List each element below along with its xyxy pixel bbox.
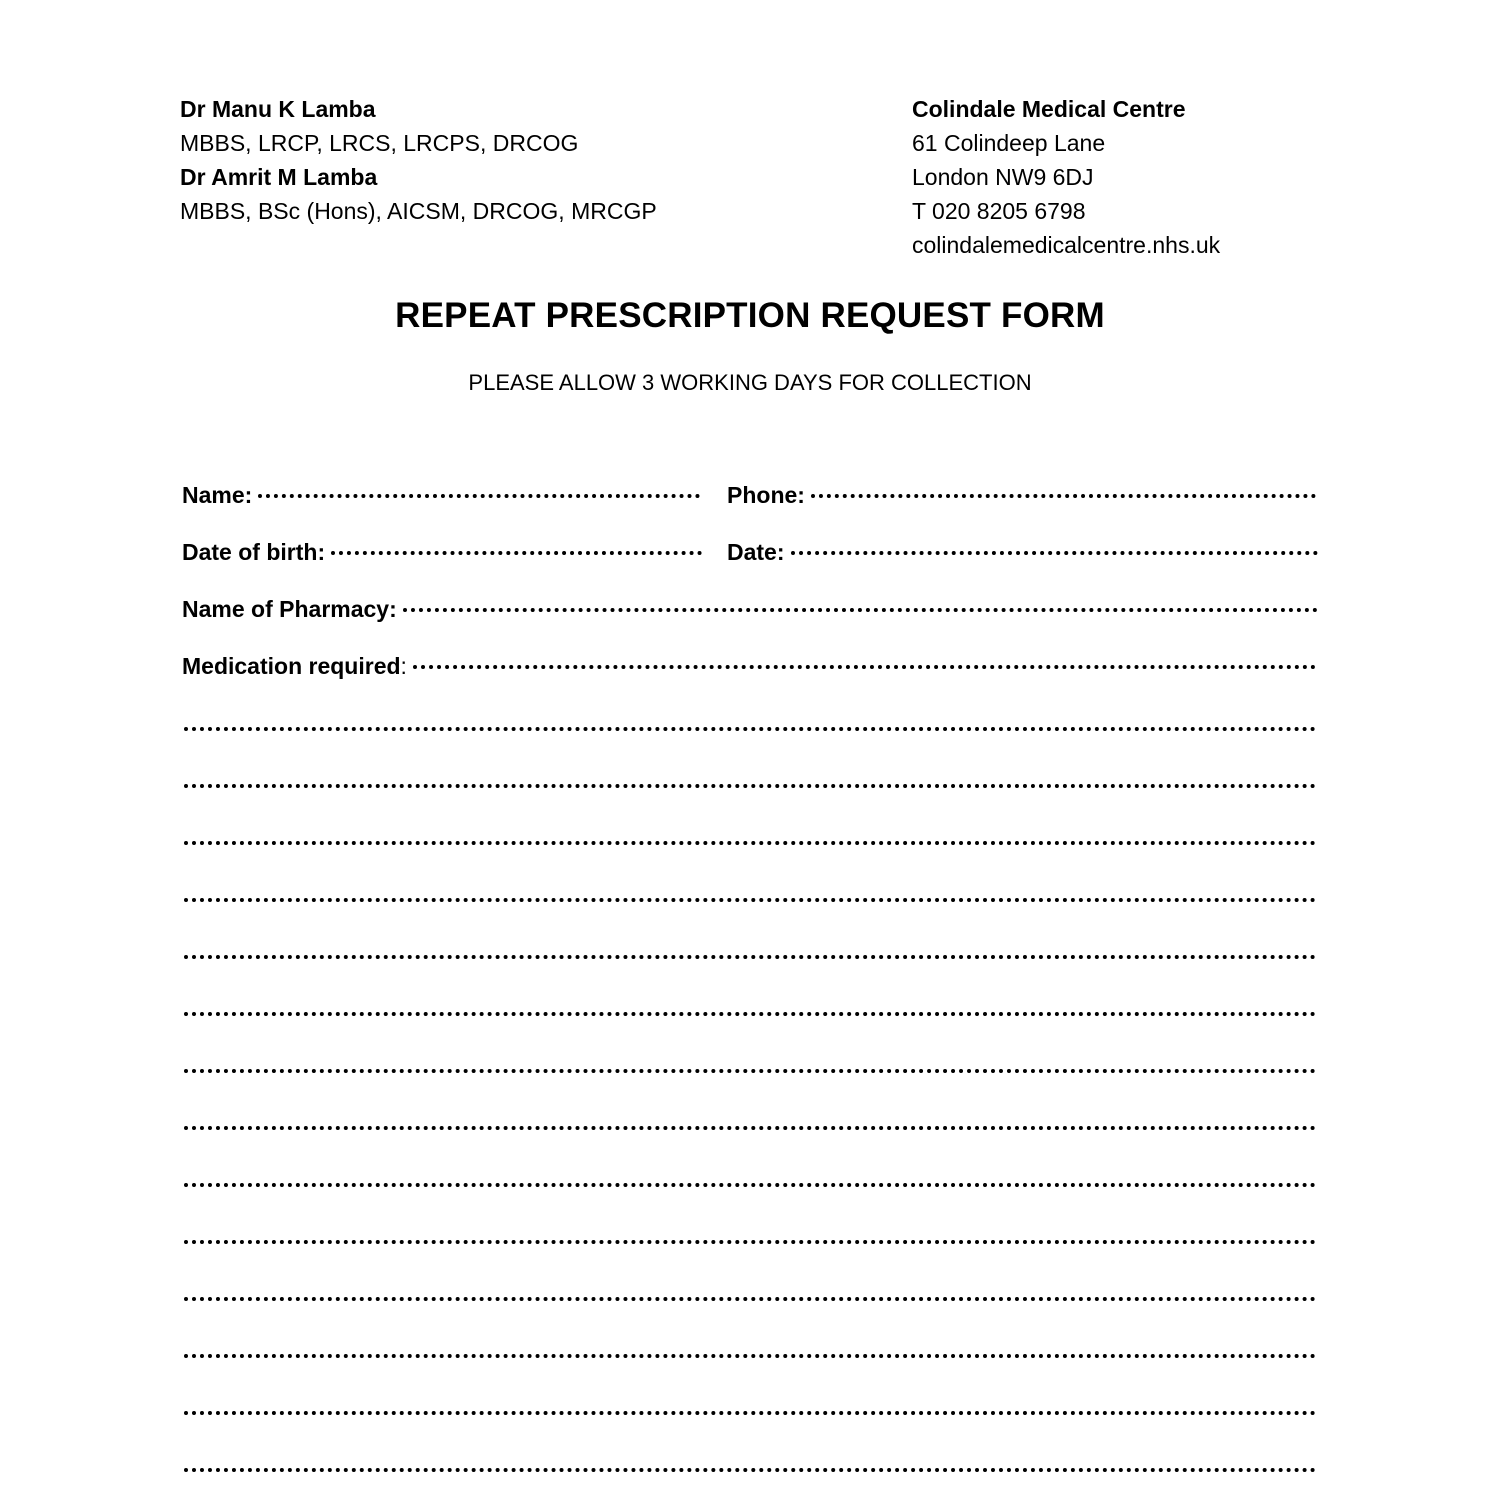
doctor1-name: Dr Manu K Lamba xyxy=(180,96,376,122)
pharmacy-field[interactable] xyxy=(182,596,1318,628)
medication-blank-line-13[interactable] xyxy=(184,1411,1316,1415)
doctors-block xyxy=(180,92,657,228)
name-input-line[interactable] xyxy=(258,494,700,498)
date-input-line[interactable] xyxy=(791,551,1318,555)
medication-input-line[interactable] xyxy=(413,665,1316,669)
medication-blank-line-8[interactable] xyxy=(184,1126,1316,1130)
dob-field[interactable] xyxy=(182,539,702,571)
medication-blank-line-3[interactable] xyxy=(184,841,1316,845)
doctor2-name: Dr Amrit M Lamba xyxy=(180,164,378,190)
practice-website: colindalemedicalcentre.nhs.uk xyxy=(912,232,1221,258)
phone-field[interactable] xyxy=(727,482,1316,514)
medication-blank-line-14[interactable] xyxy=(184,1468,1316,1472)
medication-blank-line-6[interactable] xyxy=(184,1012,1316,1016)
name-label: Name: xyxy=(182,482,253,508)
medication-label xyxy=(182,653,407,680)
date-label: Date: xyxy=(727,539,785,565)
medication-label-text: Medication required xyxy=(182,653,401,679)
practice-name: Colindale Medical Centre xyxy=(912,96,1186,122)
practice-block xyxy=(912,92,1220,262)
medication-blank-line-1[interactable] xyxy=(184,727,1316,731)
medication-blank-line-7[interactable] xyxy=(184,1069,1316,1073)
phone-label: Phone: xyxy=(727,482,805,508)
medication-blank-line-12[interactable] xyxy=(184,1354,1316,1358)
address-line-1: 61 Colindeep Lane xyxy=(912,130,1106,156)
practice-phone: T 020 8205 6798 xyxy=(912,198,1086,224)
dob-label: Date of birth: xyxy=(182,539,326,565)
address-line-2: London NW9 6DJ xyxy=(912,164,1094,190)
medication-blank-line-2[interactable] xyxy=(184,784,1316,788)
medication-blank-line-11[interactable] xyxy=(184,1297,1316,1301)
form-title: REPEAT PRESCRIPTION REQUEST FORM xyxy=(395,296,1105,335)
pharmacy-input-line[interactable] xyxy=(403,608,1318,612)
doctor1-qualifications: MBBS, LRCP, LRCS, LRCPS, DRCOG xyxy=(180,130,579,156)
phone-input-line[interactable] xyxy=(811,494,1316,498)
pharmacy-label: Name of Pharmacy: xyxy=(182,596,397,622)
medication-blank-line-10[interactable] xyxy=(184,1240,1316,1244)
medication-field[interactable] xyxy=(182,653,1316,685)
medication-label-colon: : xyxy=(400,653,407,679)
name-field[interactable] xyxy=(182,482,700,514)
dob-input-line[interactable] xyxy=(331,551,702,555)
form-subtitle: PLEASE ALLOW 3 WORKING DAYS FOR COLLECTION xyxy=(468,370,1032,395)
medication-blank-line-9[interactable] xyxy=(184,1183,1316,1187)
doctor2-qualifications: MBBS, BSc (Hons), AICSM, DRCOG, MRCGP xyxy=(180,198,657,224)
date-field[interactable] xyxy=(727,539,1318,571)
medication-blank-line-5[interactable] xyxy=(184,955,1316,959)
medication-blank-line-4[interactable] xyxy=(184,898,1316,902)
